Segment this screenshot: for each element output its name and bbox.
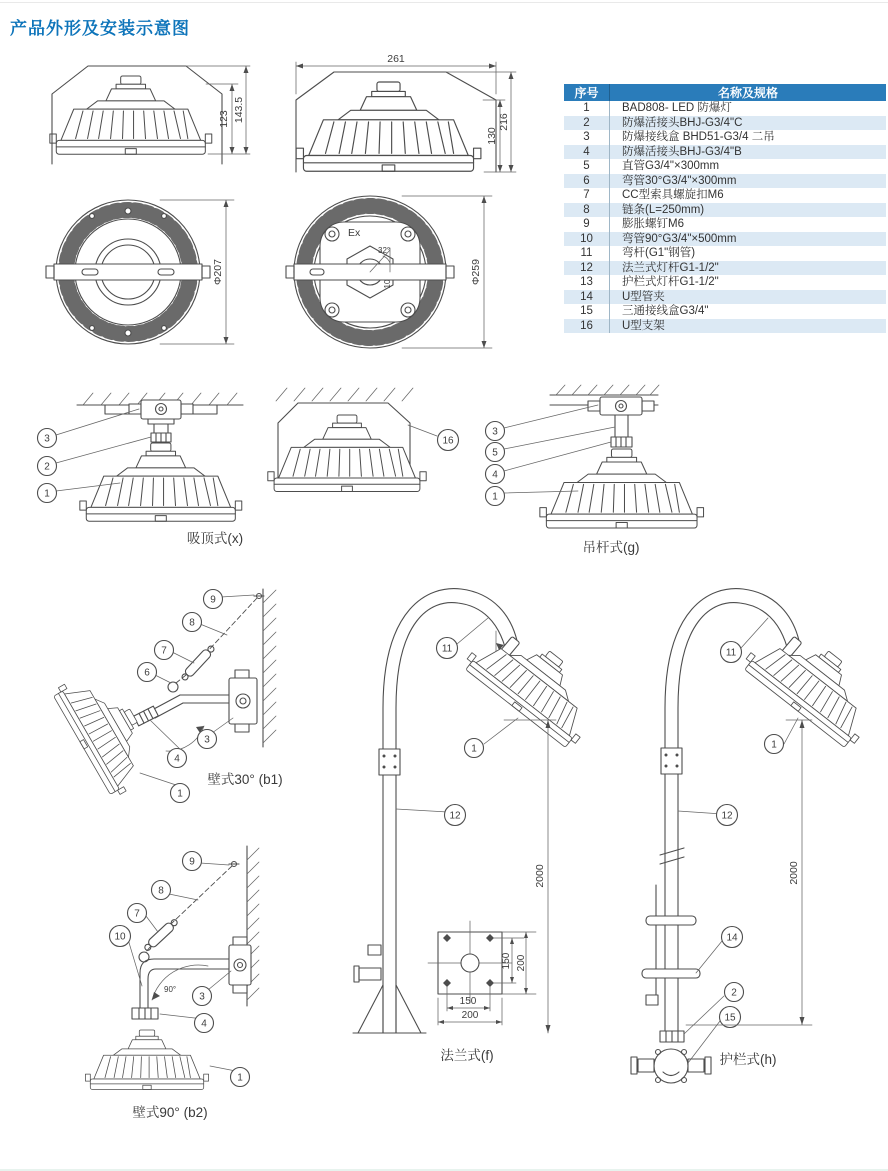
svg-text:3: 3 (204, 734, 210, 746)
callout-14 (722, 927, 743, 948)
page-title: 产品外形及安装示意图 (10, 19, 190, 38)
dim-b-width: 261 (387, 53, 405, 65)
dim-wall90-angle: 90° (164, 985, 177, 994)
callout-5 (486, 443, 505, 462)
svg-text:2: 2 (44, 461, 50, 473)
row-no: 7 (564, 188, 610, 203)
row-spec: 防爆接线盒 BHD51-G3/4 二吊 (622, 131, 775, 143)
dim-d-angle: 32° (378, 246, 391, 255)
row-no: 11 (564, 246, 610, 261)
table-row (564, 275, 886, 290)
row-spec: 三通接线盒G3/4" (622, 305, 709, 317)
dim-plate-size-v: 200 (516, 954, 527, 972)
row-no: 14 (564, 290, 610, 305)
table-row (564, 290, 886, 305)
table-row (564, 174, 886, 189)
svg-text:1: 1 (237, 1072, 243, 1084)
table-row (564, 217, 886, 232)
row-spec: 链条(L=250mm) (610, 203, 887, 218)
row-spec: 法兰式灯杆G1-1/2" (610, 261, 887, 276)
row-spec: BAD808- LED 防爆灯 (622, 102, 732, 114)
row-spec: 防爆活接头BHJ-G3/4"B (610, 145, 887, 160)
label-wall-30: 壁式30° (b1) (207, 772, 283, 787)
table-row (564, 101, 886, 116)
table-row (564, 130, 886, 145)
callout-7 (155, 641, 174, 660)
table-row (564, 261, 886, 276)
svg-text:15: 15 (724, 1012, 736, 1024)
table-row (564, 304, 886, 319)
label-ceiling-mount: 吸顶式(x) (186, 531, 244, 546)
svg-text:11: 11 (441, 643, 453, 655)
callout-12 (445, 805, 466, 826)
row-no: 4 (564, 145, 610, 160)
row-no: 12 (564, 261, 610, 276)
callout-9 (183, 852, 202, 871)
diagram-pendant-mount (478, 383, 710, 558)
callout-2 (725, 983, 744, 1002)
dim-b-h2: 216 (498, 113, 510, 131)
callout-16 (438, 430, 459, 451)
svg-text:8: 8 (158, 885, 164, 897)
svg-text:3: 3 (44, 433, 50, 445)
callout-4 (168, 749, 187, 768)
callout-10 (110, 926, 131, 947)
row-spec: U型支架 (610, 319, 887, 334)
svg-text:7: 7 (134, 908, 140, 920)
svg-text:3: 3 (492, 426, 498, 438)
row-spec: 直管G3/4"×300mm (622, 160, 720, 172)
table-row (564, 246, 886, 261)
diagram-wall-90 (48, 838, 288, 1103)
row-no: 9 (564, 217, 610, 232)
label-pendant-mount: 吊杆式(g) (582, 540, 640, 555)
svg-text:6: 6 (144, 667, 150, 679)
row-spec: 防爆活接头BHJ-G3/4"C (610, 116, 887, 131)
svg-text:1: 1 (177, 788, 183, 800)
table-row (564, 159, 886, 174)
svg-text:9: 9 (189, 856, 195, 868)
svg-text:4: 4 (201, 1018, 207, 1030)
callout-3 (486, 422, 505, 441)
callout-3 (38, 429, 57, 448)
table-row (564, 232, 886, 247)
svg-text:4: 4 (174, 753, 180, 765)
callout-4 (486, 465, 505, 484)
row-no: 13 (564, 275, 610, 290)
dim-a-h1: 123 (218, 110, 230, 128)
svg-text:5: 5 (492, 447, 498, 459)
callout-8 (183, 613, 202, 632)
table-row (564, 116, 886, 131)
row-no: 5 (564, 159, 610, 174)
label-guardrail: 护栏式(h) (719, 1052, 777, 1067)
dim-b-h1: 130 (486, 127, 498, 145)
callout-1 (486, 487, 505, 506)
row-spec: 膨胀螺钉M6 (622, 218, 684, 230)
svg-text:4: 4 (492, 469, 498, 481)
row-no: 1 (564, 101, 610, 116)
row-spec: U型管夹 (610, 290, 887, 305)
row-spec: 弯管30°G3/4"×300mm (610, 174, 887, 189)
parts-table (564, 84, 886, 333)
table-row (564, 188, 886, 203)
callout-8 (152, 881, 171, 900)
callout-2 (38, 457, 57, 476)
callout-3 (193, 987, 212, 1006)
callout-9 (204, 590, 223, 609)
table-row (564, 319, 886, 334)
callout-7 (128, 904, 147, 923)
row-spec: CC型索具螺旋扣M6 (622, 189, 724, 201)
callout-4 (195, 1014, 214, 1033)
dim-c-diameter: Φ207 (212, 259, 224, 285)
callout-1 (765, 735, 784, 754)
svg-text:11: 11 (725, 647, 737, 659)
parts-table-header (564, 84, 886, 101)
drawing-side-view-large (278, 54, 518, 200)
dim-d-diameter: Φ259 (470, 259, 482, 285)
callout-11 (721, 642, 742, 663)
diagram-ceiling-mount (25, 383, 275, 541)
callout-3 (198, 730, 217, 749)
row-no: 16 (564, 319, 610, 334)
dim-a-h2: 143.5 (233, 96, 245, 124)
svg-text:16: 16 (442, 435, 454, 447)
col-header-spec: 名称及规格 (610, 84, 887, 101)
callout-11 (437, 638, 458, 659)
svg-text:9: 9 (210, 594, 216, 606)
svg-text:12: 12 (449, 810, 461, 822)
svg-text:1: 1 (44, 488, 50, 500)
callout-1 (231, 1068, 250, 1087)
label-flange: 法兰式(f) (440, 1048, 494, 1063)
dim-guardrail-height: 2000 (788, 861, 800, 885)
callout-1 (465, 739, 484, 758)
svg-text:7: 7 (161, 645, 167, 657)
svg-text:14: 14 (726, 932, 738, 944)
dim-plate-size-h: 200 (461, 1010, 479, 1021)
row-no: 6 (564, 174, 610, 189)
callout-12 (717, 805, 738, 826)
svg-text:3: 3 (199, 991, 205, 1003)
svg-text:12: 12 (721, 810, 733, 822)
diagram-guardrail-pole (616, 583, 888, 1095)
row-no: 10 (564, 232, 610, 247)
dim-plate-span-h: 150 (459, 996, 477, 1007)
ex-marking: Ex (348, 227, 361, 239)
drawing-bottom-view (28, 188, 254, 356)
svg-text:10: 10 (114, 931, 126, 943)
callout-1 (38, 484, 57, 503)
svg-text:1: 1 (492, 491, 498, 503)
label-wall-90: 壁式90° (b2) (132, 1105, 208, 1120)
row-no: 3 (564, 130, 610, 145)
top-rule (0, 2, 888, 3)
row-spec: 护栏式灯杆G1-1/2" (622, 276, 719, 288)
dim-d-offset: 10 (383, 279, 392, 289)
row-no: 8 (564, 203, 610, 218)
drawing-top-view (266, 184, 510, 356)
svg-text:2: 2 (731, 987, 737, 999)
row-spec: 弯管90°G3/4"×500mm (610, 232, 887, 247)
row-no: 2 (564, 116, 610, 131)
row-no: 15 (564, 304, 610, 319)
diagram-u-bracket-mount (256, 383, 474, 513)
callout-1 (171, 784, 190, 803)
row-spec: 弯杆(G1"钢管) (622, 247, 696, 259)
col-header-no: 序号 (564, 84, 610, 101)
table-row (564, 145, 886, 160)
svg-text:1: 1 (471, 743, 477, 755)
table-row (564, 203, 886, 218)
dim-plate-span-v: 150 (501, 952, 512, 970)
dim-flange-height: 2000 (534, 864, 546, 888)
diagram-flange-pole (328, 583, 586, 1051)
svg-text:1: 1 (771, 739, 777, 751)
svg-text:8: 8 (189, 617, 195, 629)
callout-6 (138, 663, 157, 682)
callout-15 (720, 1007, 741, 1028)
drawing-side-view-small (36, 54, 258, 190)
